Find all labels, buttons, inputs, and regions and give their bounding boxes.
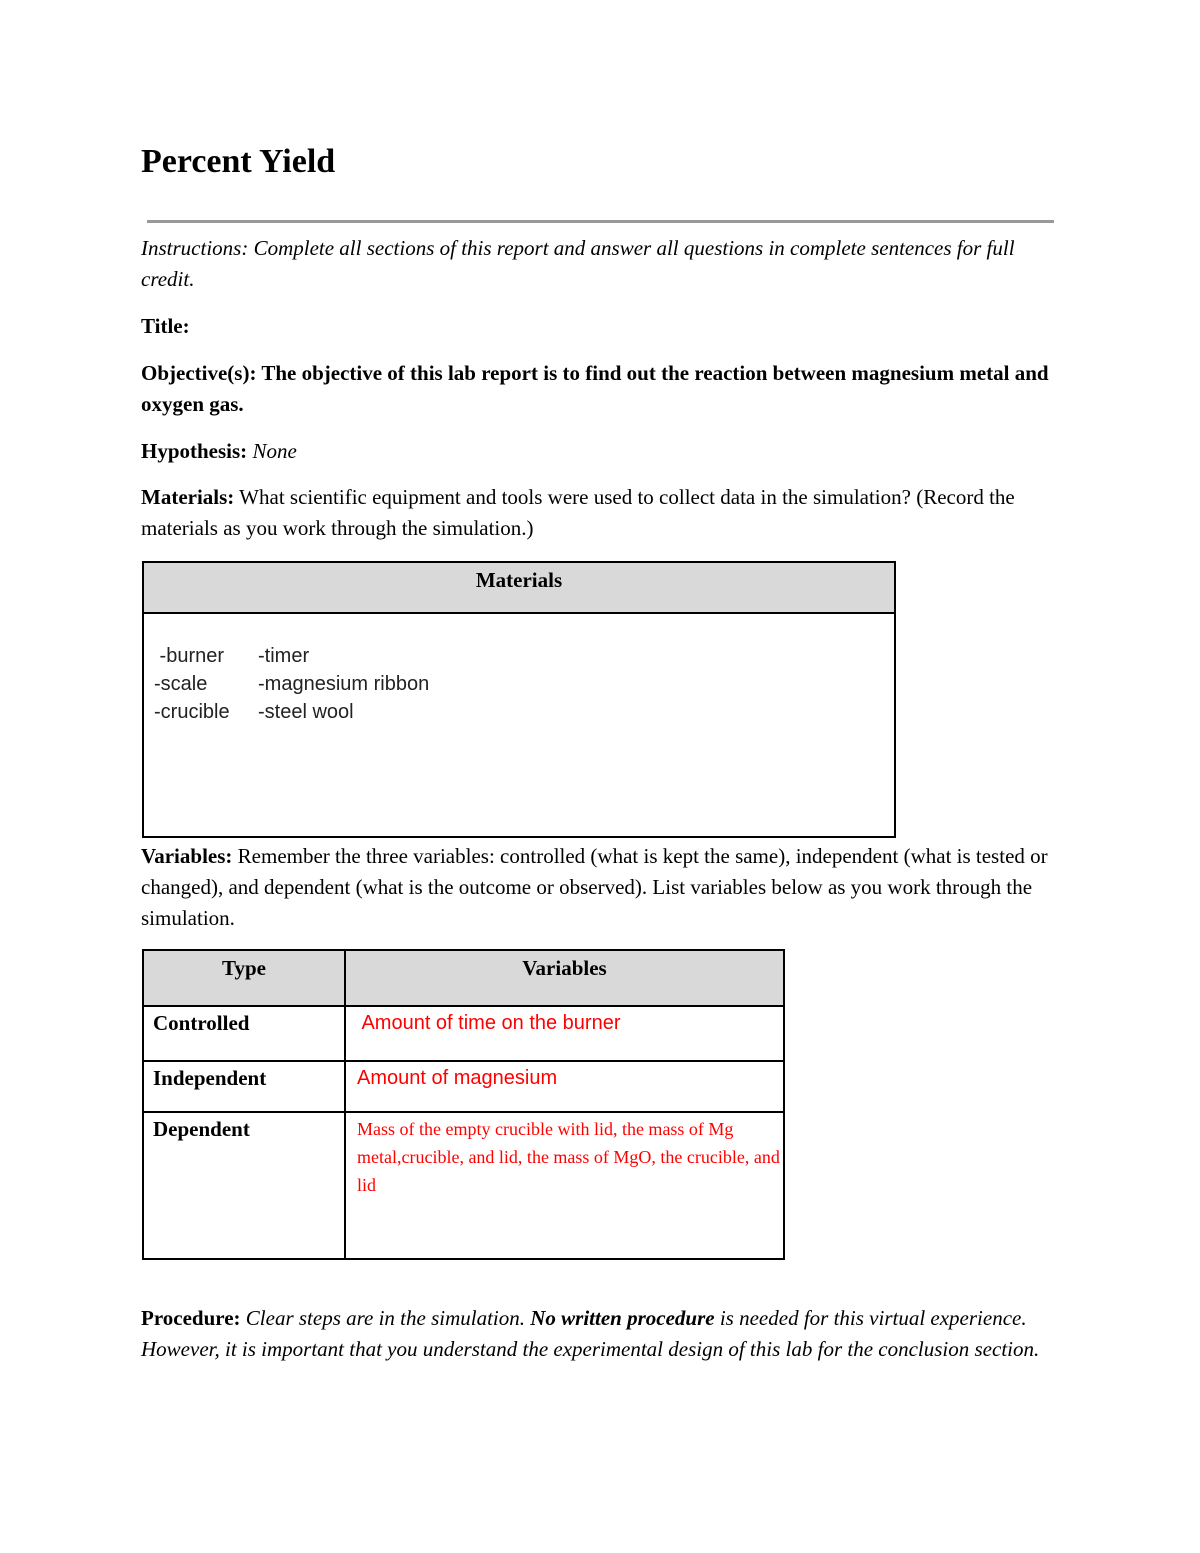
materials-text: What scientific equipment and tools were used to collect data in the simulation? (Record the materials as you work through the simulation.): [141, 485, 1015, 540]
material-item: -crucible: [154, 701, 230, 723]
variables-table: [142, 949, 785, 1260]
variable-type-cell: Dependent: [143, 1112, 345, 1259]
page-title: Percent Yield: [141, 143, 336, 180]
procedure-label: Procedure:: [141, 1306, 241, 1330]
table-row: [143, 1061, 784, 1112]
hypothesis-text: None: [252, 439, 297, 463]
procedure-emphasis: No written procedure: [530, 1306, 715, 1330]
hypothesis-section: [141, 436, 1056, 467]
material-item: -burner: [154, 645, 225, 667]
variable-value-cell: Mass of the empty crucible with lid, the mass of Mg metal,crucible, and lid, the mass of MgO, the crucible, and lid: [345, 1112, 784, 1259]
materials-table: [142, 561, 896, 838]
lab-report-page: [141, 0, 1056, 1553]
type-column-header: Type: [143, 950, 345, 1006]
variable-type-cell: Controlled: [143, 1006, 345, 1061]
materials-label: Materials:: [141, 485, 235, 509]
procedure-section: [141, 1303, 1056, 1365]
table-row: [143, 1006, 784, 1061]
material-item: -scale: [154, 673, 208, 695]
materials-list: [154, 642, 518, 726]
variables-table-header-row: [143, 950, 784, 1006]
material-item: -magnesium ribbon: [258, 673, 430, 695]
variable-value-cell: Amount of time on the burner: [345, 1006, 784, 1061]
title-divider: [147, 220, 1054, 223]
objective-section: [141, 358, 1056, 420]
material-item: -timer: [258, 645, 310, 667]
variable-type-cell: Independent: [143, 1061, 345, 1112]
variables-column-header: Variables: [345, 950, 784, 1006]
objective-label: Objective(s):: [141, 361, 257, 385]
objective-text: The objective of this lab report is to find out the reaction between magnesium metal and oxygen gas.: [141, 361, 1049, 416]
table-row: [143, 1112, 784, 1259]
variable-value-cell: Amount of magnesium: [345, 1061, 784, 1112]
title-field-label: Title:: [141, 314, 190, 338]
material-item: -steel wool: [258, 701, 354, 723]
variables-label: Variables:: [141, 844, 233, 868]
materials-section: [141, 482, 1056, 544]
procedure-text-1: Clear steps are in the simulation.: [245, 1306, 525, 1330]
procedure-text-2: is needed for this virtual experience. However, it is important that you understand the experimental design of this lab for the conclusion section.: [141, 1306, 1040, 1361]
variables-text: Remember the three variables: controlled (what is kept the same), independent (what is tested or changed), and dependent (what is the outcome or observed). List variables below as you work through the simulation.: [141, 844, 1048, 930]
materials-table-header: Materials: [144, 563, 894, 614]
instructions-text: Instructions: Complete all sections of this report and answer all questions in complete sentences for full credit.: [141, 236, 1015, 291]
variables-section: [141, 841, 1056, 934]
hypothesis-label: Hypothesis:: [141, 439, 248, 463]
